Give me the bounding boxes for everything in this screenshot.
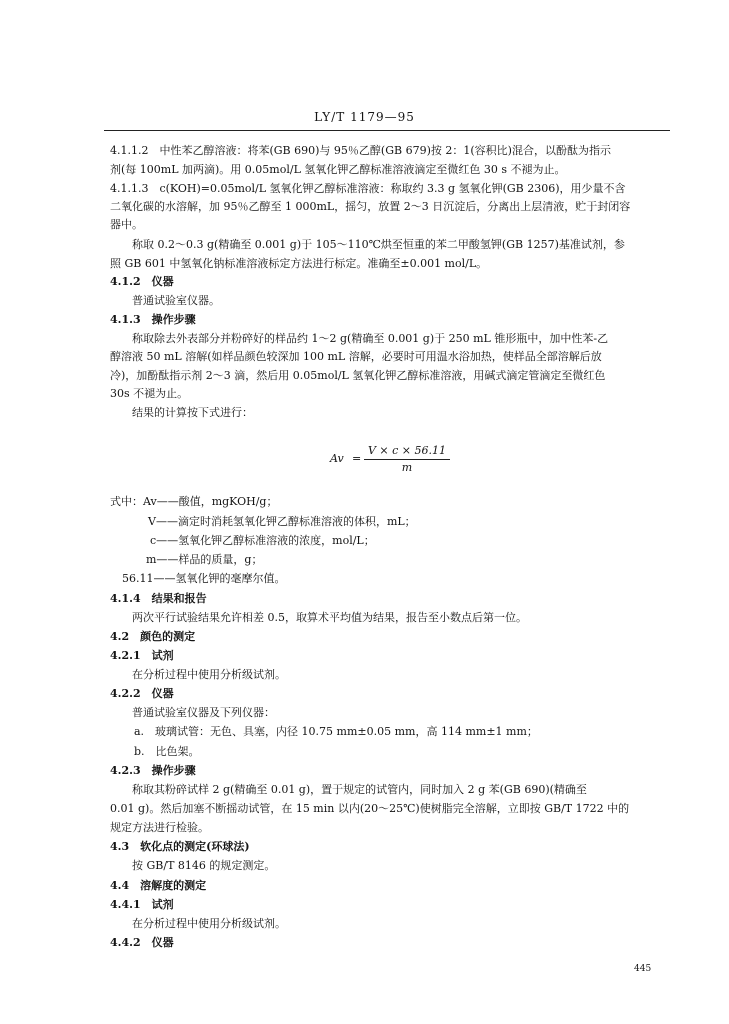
clause-4-1-1-3: 4.1.1.3 c(KOH)=0.05mol/L 氢氧化钾乙醇标准溶液：称取约 3.3 g 氢氧化钾(GB 2306)，用少量不含	[110, 182, 626, 195]
formula-numerator: V × c × 56.11	[367, 444, 446, 457]
text-line: 在分析过程中使用分析级试剂。	[132, 668, 286, 681]
definition-line: m——样品的质量，g；	[146, 553, 263, 566]
section-heading-4-2-1: 4.2.1 试剂	[110, 649, 174, 662]
section-heading-4-4-2: 4.4.2 仪器	[110, 936, 174, 949]
page-number: 445	[634, 964, 652, 974]
section-heading-4-1-3: 4.1.3 操作步骤	[110, 313, 196, 326]
list-item: b. 比色架。	[134, 745, 200, 758]
clause-4-1-1-2: 4.1.1.2 中性苯乙醇溶液：将苯(GB 690)与 95％乙醇(GB 679)按 2：1(容积比)混合，以酚酞为指示	[110, 144, 611, 157]
formula-equals: =	[352, 452, 362, 465]
acid-value-formula	[330, 440, 470, 480]
text-line: 冷)，加酚酞指示剂 2～3 滴，然后用 0.05mol/L 氢氧化钾乙醇标准溶液，用碱式滴定管滴定至微红色	[110, 369, 606, 382]
text-line: 普通试验室仪器及下列仪器：	[132, 706, 275, 719]
formula-lhs: Av	[330, 452, 344, 465]
text-line: 器中。	[110, 218, 143, 231]
section-heading-4-3: 4.3 软化点的测定(环球法)	[110, 840, 250, 853]
standard-header: LY/T 1179—95	[314, 110, 415, 124]
section-heading-4-2-2: 4.2.2 仪器	[110, 687, 174, 700]
text-line: 按 GB/T 8146 的规定测定。	[132, 859, 276, 872]
fraction-bar	[364, 459, 450, 460]
text-line: 两次平行试验结果允许相差 0.5，取算术平均值为结果，报告至小数点后第一位。	[132, 611, 527, 624]
text-line: 二氧化碳的水溶解，加 95％乙醇至 1 000mL，摇匀，放置 2～3 日沉淀后，分离出上层清液，贮于封闭容	[110, 200, 631, 213]
definition-line: 56.11——氢氧化钾的毫摩尔值。	[122, 572, 286, 585]
definition-line: c——氢氧化钾乙醇标准溶液的浓度，mol/L；	[150, 534, 375, 547]
text-line: 30s 不褪为止。	[110, 387, 189, 400]
list-item: a. 玻璃试管：无色、具塞，内径 10.75 mm±0.05 mm，高 114 mm±1 mm；	[134, 725, 538, 738]
definition-line: 式中：Av——酸值，mgKOH/g；	[110, 495, 278, 508]
section-heading-4-4-1: 4.4.1 试剂	[110, 898, 174, 911]
section-heading-4-4: 4.4 溶解度的测定	[110, 879, 207, 892]
text-line: 普通试验室仪器。	[132, 294, 220, 307]
text-line: 在分析过程中使用分析级试剂。	[132, 917, 286, 930]
text-line: 剂(每 100mL 加两滴)。用 0.05mol/L 氢氧化钾乙醇标准溶液滴定至微红色 30 s 不褪为止。	[110, 163, 566, 176]
text-line: 结果的计算按下式进行：	[132, 406, 253, 419]
text-line: 规定方法进行检验。	[110, 821, 209, 834]
text-line: 称取 0.2～0.3 g(精确至 0.001 g)于 105～110℃烘至恒重的苯二甲酸氢钾(GB 1257)基准试剂，参	[132, 238, 625, 251]
section-heading-4-1-4: 4.1.4 结果和报告	[110, 592, 207, 605]
text-line: 照 GB 601 中氢氧化钠标准溶液标定方法进行标定。准确至±0.001 mol/L。	[110, 257, 488, 270]
section-heading-4-1-2: 4.1.2 仪器	[110, 275, 174, 288]
section-heading-4-2: 4.2 颜色的测定	[110, 630, 196, 643]
text-line: 称取除去外表部分并粉碎好的样品约 1～2 g(精确至 0.001 g)于 250 mL 锥形瓶中，加中性苯-乙	[132, 332, 609, 345]
text-line: 0.01 g)。然后加塞不断摇动试管，在 15 min 以内(20～25℃)使树脂完全溶解，立即按 GB/T 1722 中的	[110, 802, 630, 815]
formula-denominator: m	[401, 461, 413, 474]
definition-line: V——滴定时消耗氢氧化钾乙醇标准溶液的体积，mL；	[148, 515, 416, 528]
text-line: 称取其粉碎试样 2 g(精确至 0.01 g)，置于规定的试管内，同时加入 2 g 苯(GB 690)(精确至	[132, 783, 587, 796]
header-rule	[104, 130, 670, 131]
text-line: 醇溶液 50 mL 溶解(如样品颜色较深加 100 mL 溶解，必要时可用温水浴加热，使样品全部溶解后放	[110, 350, 602, 363]
section-heading-4-2-3: 4.2.3 操作步骤	[110, 764, 196, 777]
